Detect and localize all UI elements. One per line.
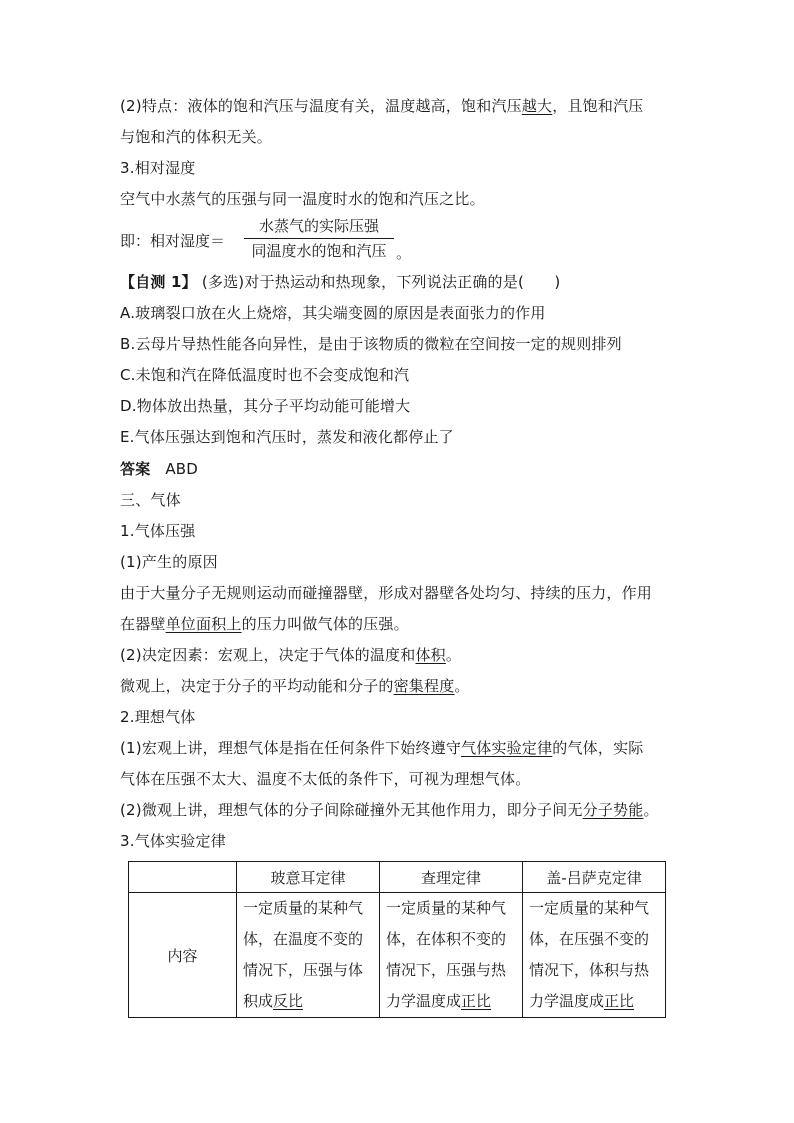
quiz-stem: (多选)对于热运动和热现象，下列说法正确的是( )	[196, 273, 561, 291]
paragraph-cause-line2: 在器壁单位面积上的压力叫做气体的压强。	[120, 615, 409, 633]
underline-answer: 气体实验定律	[461, 739, 553, 757]
quiz-option-a: A.玻璃裂口放在火上烧熔，其尖端变圆的原因是表面张力的作用	[120, 304, 546, 322]
gas-laws-table	[128, 861, 666, 1018]
underline-answer: 正比	[461, 992, 492, 1010]
paragraph-relative-humidity: 空气中水蒸气的压强与同一温度时水的饱和汽压之比。	[120, 190, 485, 208]
paragraph-saturation-feature: (2)特点：液体的饱和汽压与温度有关，温度越高，饱和汽压越大，且饱和汽压	[120, 97, 644, 115]
quiz-tag: 【自测 1】	[120, 273, 197, 291]
formula-prefix: 即：相对湿度＝	[120, 232, 226, 250]
table-cell-boyle: 一定质量的某种气 体，在温度不变的 情况下，压强与体 积成反比	[237, 893, 380, 1018]
heading-gas-laws: 3.气体实验定律	[120, 832, 226, 850]
table-row-label: 内容	[129, 893, 237, 1018]
underline-answer: 密集程度	[393, 677, 455, 695]
table-header-gay-lussac: 盖-吕萨克定律	[523, 862, 666, 893]
formula-suffix: 。	[396, 244, 412, 262]
underline-answer: 分子势能	[582, 801, 644, 819]
table-header-row	[129, 862, 666, 893]
fraction-denominator: 同温度水的饱和汽压	[251, 242, 387, 260]
quiz-option-c: C.未饱和汽在降低温度时也不会变成饱和汽	[120, 366, 410, 384]
paragraph-ideal-macro-cont: 气体在压强不太大、温度不太低的条件下，可视为理想气体。	[120, 770, 531, 788]
underline-answer: 正比	[604, 992, 635, 1010]
heading-gas-pressure: 1.气体压强	[120, 522, 196, 540]
heading-relative-humidity: 3.相对湿度	[120, 159, 196, 177]
quiz-option-e: E.气体压强达到饱和汽压时，蒸发和液化都停止了	[120, 428, 454, 446]
fraction	[244, 216, 394, 261]
heading-ideal-gas: 2.理想气体	[120, 708, 196, 726]
paragraph-ideal-macro: (1)宏观上讲，理想气体是指在任何条件下始终遵守气体实验定律的气体，实际	[120, 739, 644, 757]
paragraph-micro: 微观上，决定于分子的平均动能和分子的密集程度。	[120, 677, 470, 695]
underline-answer: 反比	[273, 992, 304, 1010]
quiz-question	[120, 272, 680, 292]
paragraph-cause-line1: 由于大量分子无规则运动而碰撞器壁，形成对器壁各处均匀、持续的压力，作用	[120, 584, 653, 602]
quiz-option-b: B.云母片导热性能各向异性，是由于该物质的微粒在空间按一定的规则排列	[120, 335, 622, 353]
quiz-answer	[120, 459, 680, 479]
table-cell-gay-lussac: 一定质量的某种气 体，在压强不变的 情况下，体积与热 力学温度成正比	[523, 893, 666, 1018]
paragraph-ideal-micro: (2)微观上讲，理想气体的分子间除碰撞外无其他作用力，即分子间无分子势能。	[120, 801, 659, 819]
section-heading-gas: 三、气体	[120, 491, 181, 509]
heading-cause: (1)产生的原因	[120, 553, 218, 571]
underline-answer: 越大	[521, 97, 553, 115]
answer-label: 答案	[120, 460, 151, 478]
table-header-boyle: 玻意耳定律	[237, 862, 380, 893]
paragraph-saturation-feature-cont: 与饱和汽的体积无关。	[120, 128, 273, 146]
table-row	[129, 893, 666, 1018]
quiz-option-d: D.物体放出热量，其分子平均动能可能增大	[120, 397, 411, 415]
underline-answer: 单位面积上	[165, 615, 242, 633]
table-header-charles: 查理定律	[380, 862, 523, 893]
paragraph-factors: (2)决定因素：宏观上，决定于气体的温度和体积。	[120, 646, 462, 664]
fraction-bar	[244, 238, 394, 239]
fraction-numerator: 水蒸气的实际压强	[258, 217, 379, 235]
answer-value: ABD	[165, 460, 199, 478]
table-header-empty	[129, 862, 237, 893]
underline-answer: 体积	[415, 646, 446, 664]
table-cell-charles: 一定质量的某种气 体，在体积不变的 情况下，压强与热 力学温度成正比	[380, 893, 523, 1018]
